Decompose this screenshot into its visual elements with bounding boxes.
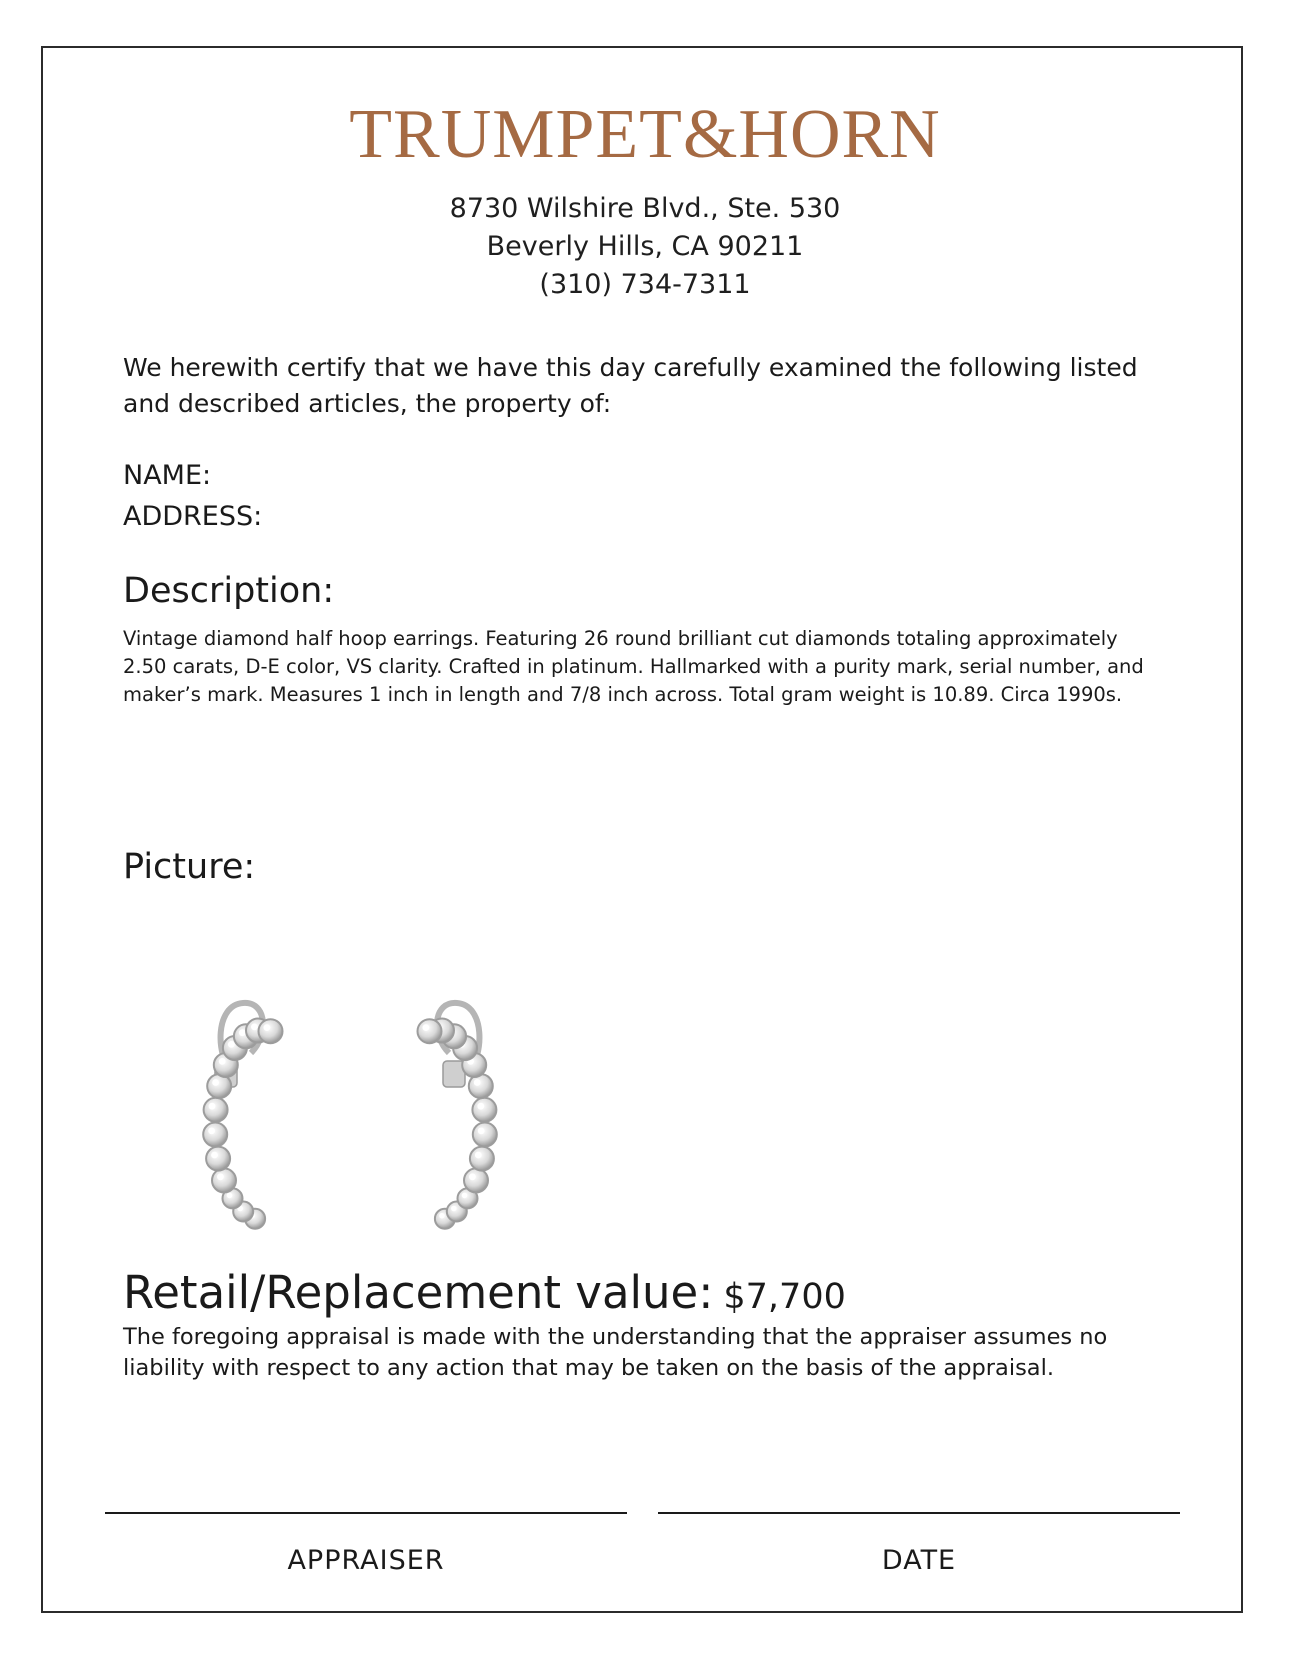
address-line-2: Beverly Hills, CA 90211 [486, 231, 804, 262]
earrings-illustration [185, 995, 525, 1235]
diamond-bezel [472, 1098, 496, 1122]
diamond-sparkle [208, 1128, 215, 1135]
diamond-bezel [212, 1168, 236, 1192]
right-earring [418, 1019, 497, 1229]
value-amount: $7,700 [723, 1277, 846, 1317]
picture-heading: Picture: [123, 847, 256, 887]
diamond-bezel [259, 1019, 283, 1043]
diamond-sparkle [478, 1128, 485, 1135]
address-line-1: 8730 Wilshire Blvd., Ste. 530 [449, 193, 841, 224]
value-line [123, 1265, 846, 1325]
description-text: Vintage diamond half hoop earrings. Featuring 26 round brilliant cut diamonds totaling approximately 2.50 carats, D-E color, VS clarity. Crafted in platinum. Hallmarked with a purity mark, serial number, and maker’s mark. Measures 1 inch in length and 7/8 inch across. Total gram weight is 10.89. Circa 1990s. [123, 627, 1144, 706]
diamond-sparkle [439, 1213, 445, 1219]
disclaimer-text: The foregoing appraisal is made with the understanding that the appraiser assumes no liability with respect to any action that may be taken on the basis of the appraisal. [123, 1324, 1108, 1381]
earrings-photo [185, 995, 525, 1235]
diamond-sparkle [474, 1079, 481, 1086]
diamond-sparkle [209, 1103, 216, 1110]
diamond-sparkle [219, 1058, 226, 1065]
diamond-sparkle [264, 1024, 271, 1031]
diamond-sparkle [423, 1024, 430, 1031]
diamond-sparkle [462, 1193, 468, 1199]
diamond-sparkle [227, 1193, 233, 1199]
diamond-sparkle [239, 1029, 246, 1036]
diamond-bezel [206, 1147, 230, 1171]
name-label: NAME: [123, 460, 212, 491]
diamond-sparkle [469, 1173, 476, 1180]
diamond-sparkle [211, 1152, 218, 1159]
phone-number: (310) 734-7311 [539, 269, 751, 300]
company-address [0, 190, 1290, 304]
diamond-sparkle [477, 1103, 484, 1110]
diamond-sparkle [212, 1079, 219, 1086]
diamond-sparkle [228, 1041, 235, 1048]
diamond-bezel [470, 1147, 494, 1171]
left-earring [203, 1019, 282, 1229]
diamond-sparkle [451, 1206, 457, 1212]
diamond-bezel [464, 1168, 488, 1192]
appraiser-signature-line [105, 1512, 627, 1514]
diamond-bezel [473, 1123, 497, 1147]
description-heading: Description: [123, 571, 335, 611]
diamond-sparkle [217, 1173, 224, 1180]
owner-fields [123, 455, 262, 537]
diamond-sparkle [475, 1152, 482, 1159]
diamond-sparkle [251, 1024, 258, 1031]
address-label: ADDRESS: [123, 501, 263, 532]
date-label: DATE [881, 1545, 957, 1576]
appraiser-label: APPRAISER [287, 1545, 445, 1576]
diamond-bezel [418, 1019, 442, 1043]
diamond-bezel [204, 1098, 228, 1122]
diamond-bezel [203, 1123, 227, 1147]
brand-logo: TRUMPET&HORN [349, 96, 941, 173]
date-signature-line [658, 1512, 1180, 1514]
value-label: Retail/Replacement value: [123, 1266, 714, 1319]
certification-text: We herewith certify that we have this day carefully examined the following listed and described articles, the property of: [123, 353, 1138, 418]
